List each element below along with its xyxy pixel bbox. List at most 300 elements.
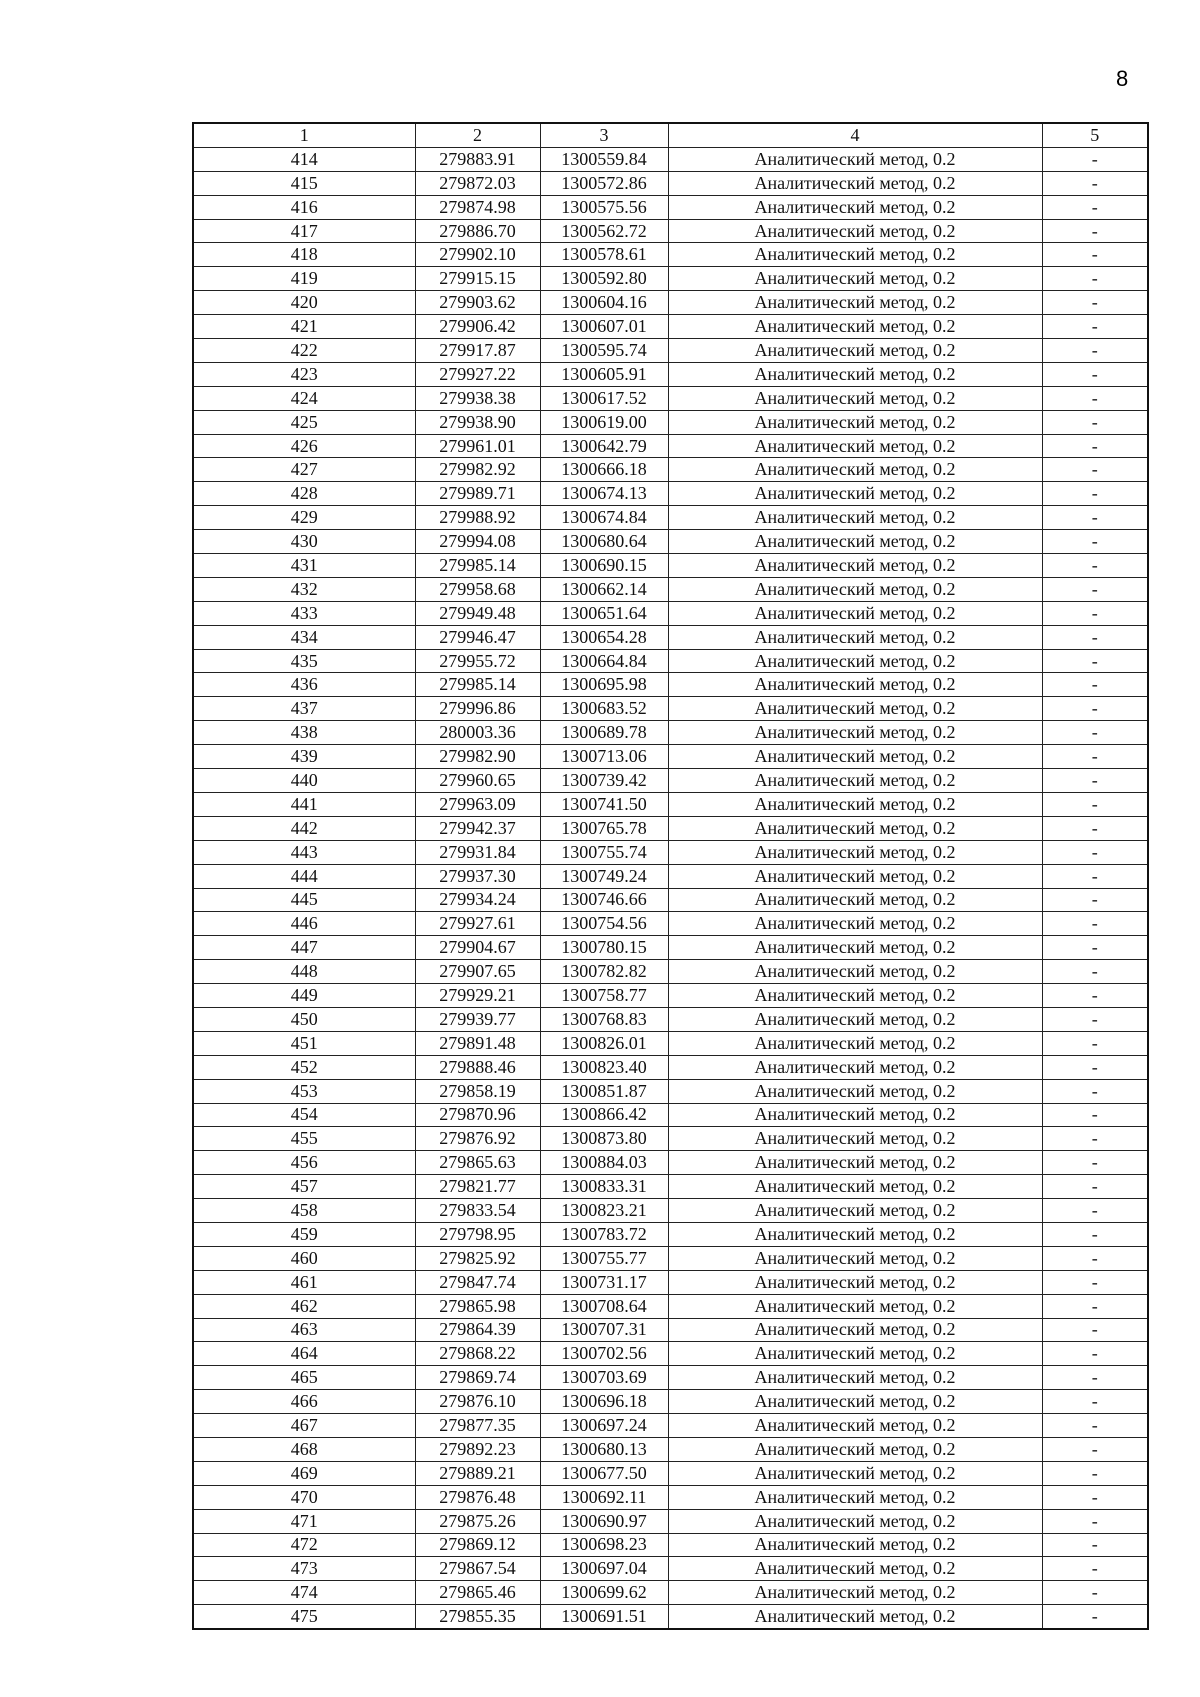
note-cell: - [1042, 1246, 1148, 1270]
method-cell: Аналитический метод, 0.2 [668, 1103, 1042, 1127]
method-cell: Аналитический метод, 0.2 [668, 1127, 1042, 1151]
page-number: 8 [1116, 66, 1129, 91]
point-number-cell: 435 [193, 649, 415, 673]
method-cell: Аналитический метод, 0.2 [668, 1318, 1042, 1342]
y-coordinate-cell: 1300768.83 [540, 1007, 668, 1031]
point-number-cell: 464 [193, 1342, 415, 1366]
header-cell: 2 [415, 123, 540, 147]
table-row [193, 267, 1148, 291]
point-number-cell: 424 [193, 386, 415, 410]
y-coordinate-cell: 1300699.62 [540, 1581, 668, 1605]
table-row [193, 1581, 1148, 1605]
y-coordinate-cell: 1300695.98 [540, 673, 668, 697]
x-coordinate-cell: 279915.15 [415, 267, 540, 291]
table-row [193, 482, 1148, 506]
point-number-cell: 436 [193, 673, 415, 697]
method-cell: Аналитический метод, 0.2 [668, 195, 1042, 219]
point-number-cell: 446 [193, 912, 415, 936]
note-cell: - [1042, 362, 1148, 386]
method-cell: Аналитический метод, 0.2 [668, 219, 1042, 243]
y-coordinate-cell: 1300666.18 [540, 458, 668, 482]
y-coordinate-cell: 1300826.01 [540, 1031, 668, 1055]
table-row [193, 1222, 1148, 1246]
note-cell: - [1042, 1605, 1148, 1629]
method-cell: Аналитический метод, 0.2 [668, 1461, 1042, 1485]
table-row [193, 1031, 1148, 1055]
header-cell: 4 [668, 123, 1042, 147]
point-number-cell: 422 [193, 339, 415, 363]
note-cell: - [1042, 291, 1148, 315]
method-cell: Аналитический метод, 0.2 [668, 745, 1042, 769]
method-cell: Аналитический метод, 0.2 [668, 912, 1042, 936]
x-coordinate-cell: 279955.72 [415, 649, 540, 673]
table-row [193, 816, 1148, 840]
note-cell: - [1042, 1103, 1148, 1127]
note-cell: - [1042, 195, 1148, 219]
x-coordinate-cell: 279847.74 [415, 1270, 540, 1294]
table-row [193, 362, 1148, 386]
table-row [193, 1199, 1148, 1223]
note-cell: - [1042, 649, 1148, 673]
y-coordinate-cell: 1300758.77 [540, 984, 668, 1008]
y-coordinate-cell: 1300592.80 [540, 267, 668, 291]
point-number-cell: 427 [193, 458, 415, 482]
y-coordinate-cell: 1300607.01 [540, 315, 668, 339]
x-coordinate-cell: 279833.54 [415, 1199, 540, 1223]
header-cell: 1 [193, 123, 415, 147]
y-coordinate-cell: 1300697.24 [540, 1414, 668, 1438]
method-cell: Аналитический метод, 0.2 [668, 243, 1042, 267]
note-cell: - [1042, 984, 1148, 1008]
y-coordinate-cell: 1300707.31 [540, 1318, 668, 1342]
method-cell: Аналитический метод, 0.2 [668, 1366, 1042, 1390]
point-number-cell: 431 [193, 554, 415, 578]
point-number-cell: 421 [193, 315, 415, 339]
x-coordinate-cell: 279927.22 [415, 362, 540, 386]
y-coordinate-cell: 1300746.66 [540, 888, 668, 912]
point-number-cell: 459 [193, 1222, 415, 1246]
x-coordinate-cell: 279889.21 [415, 1461, 540, 1485]
y-coordinate-cell: 1300604.16 [540, 291, 668, 315]
y-coordinate-cell: 1300741.50 [540, 792, 668, 816]
x-coordinate-cell: 279891.48 [415, 1031, 540, 1055]
table-row [193, 1533, 1148, 1557]
table-row [193, 1079, 1148, 1103]
x-coordinate-cell: 279872.03 [415, 171, 540, 195]
table-row [193, 577, 1148, 601]
y-coordinate-cell: 1300662.14 [540, 577, 668, 601]
note-cell: - [1042, 888, 1148, 912]
x-coordinate-cell: 279904.67 [415, 936, 540, 960]
x-coordinate-cell: 279868.22 [415, 1342, 540, 1366]
point-number-cell: 450 [193, 1007, 415, 1031]
method-cell: Аналитический метод, 0.2 [668, 315, 1042, 339]
point-number-cell: 417 [193, 219, 415, 243]
note-cell: - [1042, 1055, 1148, 1079]
header-cell: 3 [540, 123, 668, 147]
method-cell: Аналитический метод, 0.2 [668, 577, 1042, 601]
note-cell: - [1042, 1151, 1148, 1175]
table-row [193, 601, 1148, 625]
table-row [193, 1485, 1148, 1509]
note-cell: - [1042, 840, 1148, 864]
table-row [193, 1127, 1148, 1151]
x-coordinate-cell: 279869.74 [415, 1366, 540, 1390]
point-number-cell: 456 [193, 1151, 415, 1175]
note-cell: - [1042, 601, 1148, 625]
x-coordinate-cell: 279875.26 [415, 1509, 540, 1533]
point-number-cell: 443 [193, 840, 415, 864]
point-number-cell: 472 [193, 1533, 415, 1557]
y-coordinate-cell: 1300651.64 [540, 601, 668, 625]
note-cell: - [1042, 219, 1148, 243]
table-row [193, 195, 1148, 219]
x-coordinate-cell: 279903.62 [415, 291, 540, 315]
table-row [193, 1342, 1148, 1366]
method-cell: Аналитический метод, 0.2 [668, 1414, 1042, 1438]
method-cell: Аналитический метод, 0.2 [668, 458, 1042, 482]
note-cell: - [1042, 1199, 1148, 1223]
point-number-cell: 430 [193, 530, 415, 554]
y-coordinate-cell: 1300690.15 [540, 554, 668, 578]
x-coordinate-cell: 279958.68 [415, 577, 540, 601]
table-row [193, 243, 1148, 267]
x-coordinate-cell: 279798.95 [415, 1222, 540, 1246]
note-cell: - [1042, 1294, 1148, 1318]
y-coordinate-cell: 1300731.17 [540, 1270, 668, 1294]
method-cell: Аналитический метод, 0.2 [668, 1605, 1042, 1629]
point-number-cell: 426 [193, 434, 415, 458]
x-coordinate-cell: 279821.77 [415, 1175, 540, 1199]
note-cell: - [1042, 792, 1148, 816]
note-cell: - [1042, 530, 1148, 554]
table-row [193, 386, 1148, 410]
y-coordinate-cell: 1300559.84 [540, 147, 668, 171]
x-coordinate-cell: 279982.92 [415, 458, 540, 482]
note-cell: - [1042, 1414, 1148, 1438]
point-number-cell: 448 [193, 960, 415, 984]
table-header [193, 123, 1148, 147]
note-cell: - [1042, 1007, 1148, 1031]
header-row [193, 123, 1148, 147]
table-row [193, 721, 1148, 745]
y-coordinate-cell: 1300677.50 [540, 1461, 668, 1485]
note-cell: - [1042, 1079, 1148, 1103]
table-row [193, 960, 1148, 984]
point-number-cell: 468 [193, 1437, 415, 1461]
y-coordinate-cell: 1300692.11 [540, 1485, 668, 1509]
point-number-cell: 457 [193, 1175, 415, 1199]
x-coordinate-cell: 279883.91 [415, 147, 540, 171]
note-cell: - [1042, 434, 1148, 458]
table-row [193, 434, 1148, 458]
x-coordinate-cell: 280003.36 [415, 721, 540, 745]
point-number-cell: 466 [193, 1390, 415, 1414]
method-cell: Аналитический метод, 0.2 [668, 649, 1042, 673]
note-cell: - [1042, 864, 1148, 888]
method-cell: Аналитический метод, 0.2 [668, 1581, 1042, 1605]
method-cell: Аналитический метод, 0.2 [668, 960, 1042, 984]
method-cell: Аналитический метод, 0.2 [668, 1055, 1042, 1079]
x-coordinate-cell: 279870.96 [415, 1103, 540, 1127]
note-cell: - [1042, 482, 1148, 506]
method-cell: Аналитический метод, 0.2 [668, 482, 1042, 506]
y-coordinate-cell: 1300739.42 [540, 769, 668, 793]
method-cell: Аналитический метод, 0.2 [668, 1294, 1042, 1318]
x-coordinate-cell: 279855.35 [415, 1605, 540, 1629]
table-row [193, 625, 1148, 649]
method-cell: Аналитический метод, 0.2 [668, 291, 1042, 315]
x-coordinate-cell: 279869.12 [415, 1533, 540, 1557]
y-coordinate-cell: 1300683.52 [540, 697, 668, 721]
point-number-cell: 469 [193, 1461, 415, 1485]
method-cell: Аналитический метод, 0.2 [668, 673, 1042, 697]
method-cell: Аналитический метод, 0.2 [668, 601, 1042, 625]
y-coordinate-cell: 1300702.56 [540, 1342, 668, 1366]
y-coordinate-cell: 1300866.42 [540, 1103, 668, 1127]
table-row [193, 936, 1148, 960]
point-number-cell: 418 [193, 243, 415, 267]
note-cell: - [1042, 960, 1148, 984]
note-cell: - [1042, 697, 1148, 721]
x-coordinate-cell: 279946.47 [415, 625, 540, 649]
note-cell: - [1042, 1127, 1148, 1151]
method-cell: Аналитический метод, 0.2 [668, 816, 1042, 840]
note-cell: - [1042, 721, 1148, 745]
table-row [193, 1557, 1148, 1581]
y-coordinate-cell: 1300884.03 [540, 1151, 668, 1175]
point-number-cell: 473 [193, 1557, 415, 1581]
x-coordinate-cell: 279877.35 [415, 1414, 540, 1438]
header-cell: 5 [1042, 123, 1148, 147]
note-cell: - [1042, 1390, 1148, 1414]
y-coordinate-cell: 1300680.13 [540, 1437, 668, 1461]
x-coordinate-cell: 279876.48 [415, 1485, 540, 1509]
note-cell: - [1042, 1461, 1148, 1485]
y-coordinate-cell: 1300783.72 [540, 1222, 668, 1246]
table-row [193, 1007, 1148, 1031]
x-coordinate-cell: 279938.38 [415, 386, 540, 410]
x-coordinate-cell: 279988.92 [415, 506, 540, 530]
method-cell: Аналитический метод, 0.2 [668, 410, 1042, 434]
table-row [193, 864, 1148, 888]
x-coordinate-cell: 279906.42 [415, 315, 540, 339]
y-coordinate-cell: 1300755.77 [540, 1246, 668, 1270]
point-number-cell: 423 [193, 362, 415, 386]
point-number-cell: 455 [193, 1127, 415, 1151]
point-number-cell: 475 [193, 1605, 415, 1629]
table-row [193, 1414, 1148, 1438]
note-cell: - [1042, 1031, 1148, 1055]
note-cell: - [1042, 745, 1148, 769]
x-coordinate-cell: 279907.65 [415, 960, 540, 984]
x-coordinate-cell: 279994.08 [415, 530, 540, 554]
note-cell: - [1042, 315, 1148, 339]
y-coordinate-cell: 1300708.64 [540, 1294, 668, 1318]
point-number-cell: 474 [193, 1581, 415, 1605]
point-number-cell: 414 [193, 147, 415, 171]
point-number-cell: 433 [193, 601, 415, 625]
y-coordinate-cell: 1300642.79 [540, 434, 668, 458]
point-number-cell: 460 [193, 1246, 415, 1270]
table-row [193, 1294, 1148, 1318]
x-coordinate-cell: 279985.14 [415, 673, 540, 697]
note-cell: - [1042, 769, 1148, 793]
point-number-cell: 438 [193, 721, 415, 745]
note-cell: - [1042, 410, 1148, 434]
x-coordinate-cell: 279927.61 [415, 912, 540, 936]
point-number-cell: 463 [193, 1318, 415, 1342]
x-coordinate-cell: 279902.10 [415, 243, 540, 267]
table-row [193, 458, 1148, 482]
table-row [193, 1318, 1148, 1342]
table-row [193, 673, 1148, 697]
note-cell: - [1042, 1342, 1148, 1366]
note-cell: - [1042, 936, 1148, 960]
y-coordinate-cell: 1300617.52 [540, 386, 668, 410]
method-cell: Аналитический метод, 0.2 [668, 1390, 1042, 1414]
note-cell: - [1042, 1318, 1148, 1342]
x-coordinate-cell: 279858.19 [415, 1079, 540, 1103]
point-number-cell: 471 [193, 1509, 415, 1533]
method-cell: Аналитический метод, 0.2 [668, 1246, 1042, 1270]
y-coordinate-cell: 1300562.72 [540, 219, 668, 243]
y-coordinate-cell: 1300833.31 [540, 1175, 668, 1199]
method-cell: Аналитический метод, 0.2 [668, 1175, 1042, 1199]
point-number-cell: 461 [193, 1270, 415, 1294]
note-cell: - [1042, 243, 1148, 267]
method-cell: Аналитический метод, 0.2 [668, 769, 1042, 793]
point-number-cell: 447 [193, 936, 415, 960]
point-number-cell: 437 [193, 697, 415, 721]
y-coordinate-cell: 1300780.15 [540, 936, 668, 960]
point-number-cell: 465 [193, 1366, 415, 1390]
y-coordinate-cell: 1300696.18 [540, 1390, 668, 1414]
table-row [193, 291, 1148, 315]
table-body [193, 147, 1148, 1629]
point-number-cell: 415 [193, 171, 415, 195]
y-coordinate-cell: 1300680.64 [540, 530, 668, 554]
table-row [193, 769, 1148, 793]
point-number-cell: 454 [193, 1103, 415, 1127]
method-cell: Аналитический метод, 0.2 [668, 267, 1042, 291]
table-row [193, 315, 1148, 339]
y-coordinate-cell: 1300698.23 [540, 1533, 668, 1557]
y-coordinate-cell: 1300851.87 [540, 1079, 668, 1103]
method-cell: Аналитический метод, 0.2 [668, 864, 1042, 888]
table-row [193, 530, 1148, 554]
method-cell: Аналитический метод, 0.2 [668, 1342, 1042, 1366]
method-cell: Аналитический метод, 0.2 [668, 1533, 1042, 1557]
table-row [193, 1055, 1148, 1079]
y-coordinate-cell: 1300765.78 [540, 816, 668, 840]
table-row [193, 506, 1148, 530]
y-coordinate-cell: 1300690.97 [540, 1509, 668, 1533]
note-cell: - [1042, 816, 1148, 840]
table-row [193, 1509, 1148, 1533]
method-cell: Аналитический метод, 0.2 [668, 697, 1042, 721]
y-coordinate-cell: 1300873.80 [540, 1127, 668, 1151]
note-cell: - [1042, 1557, 1148, 1581]
x-coordinate-cell: 279931.84 [415, 840, 540, 864]
note-cell: - [1042, 339, 1148, 363]
x-coordinate-cell: 279938.90 [415, 410, 540, 434]
note-cell: - [1042, 1509, 1148, 1533]
point-number-cell: 425 [193, 410, 415, 434]
method-cell: Аналитический метод, 0.2 [668, 1509, 1042, 1533]
x-coordinate-cell: 279996.86 [415, 697, 540, 721]
point-number-cell: 462 [193, 1294, 415, 1318]
method-cell: Аналитический метод, 0.2 [668, 1485, 1042, 1509]
note-cell: - [1042, 1437, 1148, 1461]
point-number-cell: 440 [193, 769, 415, 793]
x-coordinate-cell: 279867.54 [415, 1557, 540, 1581]
x-coordinate-cell: 279937.30 [415, 864, 540, 888]
point-number-cell: 452 [193, 1055, 415, 1079]
y-coordinate-cell: 1300703.69 [540, 1366, 668, 1390]
method-cell: Аналитический метод, 0.2 [668, 434, 1042, 458]
note-cell: - [1042, 386, 1148, 410]
method-cell: Аналитический метод, 0.2 [668, 721, 1042, 745]
y-coordinate-cell: 1300664.84 [540, 649, 668, 673]
table-row [193, 1246, 1148, 1270]
x-coordinate-cell: 279886.70 [415, 219, 540, 243]
x-coordinate-cell: 279963.09 [415, 792, 540, 816]
y-coordinate-cell: 1300697.04 [540, 1557, 668, 1581]
point-number-cell: 434 [193, 625, 415, 649]
table-row [193, 219, 1148, 243]
table-row [193, 171, 1148, 195]
method-cell: Аналитический метод, 0.2 [668, 171, 1042, 195]
table-row [193, 984, 1148, 1008]
y-coordinate-cell: 1300575.56 [540, 195, 668, 219]
method-cell: Аналитический метод, 0.2 [668, 1031, 1042, 1055]
note-cell: - [1042, 506, 1148, 530]
note-cell: - [1042, 1222, 1148, 1246]
x-coordinate-cell: 279917.87 [415, 339, 540, 363]
y-coordinate-cell: 1300674.13 [540, 482, 668, 506]
point-number-cell: 449 [193, 984, 415, 1008]
method-cell: Аналитический метод, 0.2 [668, 506, 1042, 530]
note-cell: - [1042, 171, 1148, 195]
point-number-cell: 451 [193, 1031, 415, 1055]
x-coordinate-cell: 279874.98 [415, 195, 540, 219]
y-coordinate-cell: 1300755.74 [540, 840, 668, 864]
point-number-cell: 432 [193, 577, 415, 601]
x-coordinate-cell: 279825.92 [415, 1246, 540, 1270]
point-number-cell: 467 [193, 1414, 415, 1438]
y-coordinate-cell: 1300823.40 [540, 1055, 668, 1079]
point-number-cell: 429 [193, 506, 415, 530]
y-coordinate-cell: 1300674.84 [540, 506, 668, 530]
point-number-cell: 470 [193, 1485, 415, 1509]
method-cell: Аналитический метод, 0.2 [668, 147, 1042, 171]
x-coordinate-cell: 279939.77 [415, 1007, 540, 1031]
point-number-cell: 439 [193, 745, 415, 769]
table-row [193, 888, 1148, 912]
y-coordinate-cell: 1300754.56 [540, 912, 668, 936]
x-coordinate-cell: 279929.21 [415, 984, 540, 1008]
y-coordinate-cell: 1300619.00 [540, 410, 668, 434]
note-cell: - [1042, 1366, 1148, 1390]
y-coordinate-cell: 1300713.06 [540, 745, 668, 769]
table-row [193, 339, 1148, 363]
method-cell: Аналитический метод, 0.2 [668, 1557, 1042, 1581]
table-row [193, 1151, 1148, 1175]
note-cell: - [1042, 458, 1148, 482]
note-cell: - [1042, 1270, 1148, 1294]
note-cell: - [1042, 1533, 1148, 1557]
